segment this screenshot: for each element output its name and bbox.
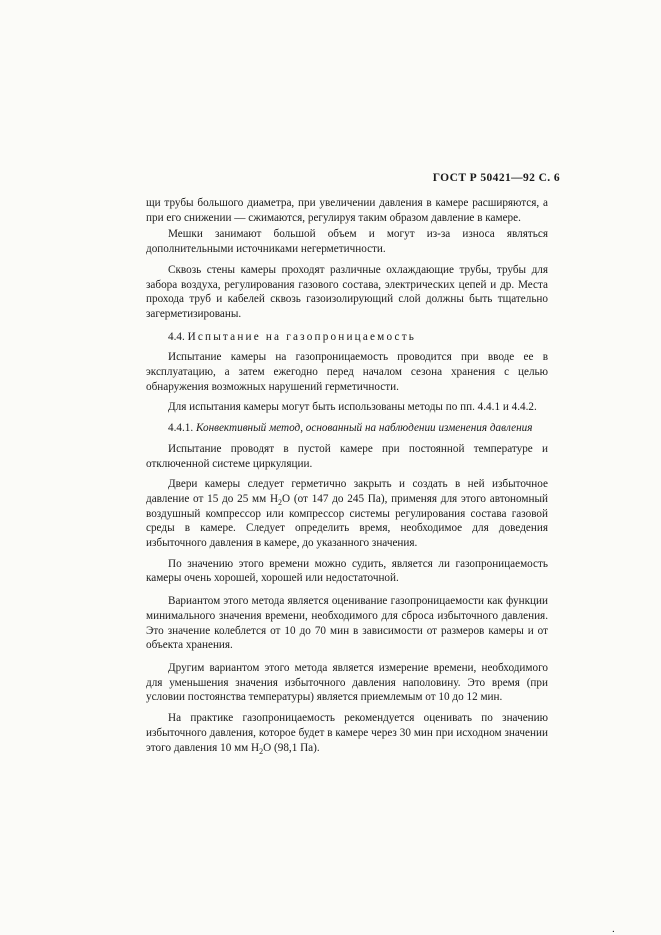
paragraph-variant-2: Другим вариантом этого метода является измерение времени, необходимого для уменьшения значения избыточного давления наполовину. Это время (при условии постоянства температуры) является приемлемым от 10 до 12 мин. — [146, 661, 548, 704]
paragraph-methods: Для испытания камеры могут быть использованы методы по пп. 4.4.1 и 4.4.2. — [168, 401, 537, 414]
paragraph-continuation: щи трубы большого диаметра, при увеличении давления в камере расширяются, а при его снижении — сжимаются, регулируя таким образом давление в камере. — [146, 197, 548, 224]
subscript: 2 — [278, 498, 283, 508]
paragraph-empty-chamber: Испытание проводят в пустой камере при постоянной температуре и отключенной системе циркуляции. — [146, 442, 548, 470]
page-header: ГОСТ Р 50421—92 С. 6 — [432, 172, 560, 184]
paragraph-pipes: Сквозь стены камеры проходят различные охлаждающие трубы, трубы для забора воздуха, регулирования газового состава, электрических цепей и др. Места прохода труб и кабелей сквозь газоизолирующий слой должны быть тщательно загерметизированы. — [146, 263, 548, 320]
section-heading-4-4-1 — [146, 421, 548, 436]
section-number: 4.4.1. — [168, 422, 194, 435]
section-title: Испытание на газопроницаемость — [187, 330, 417, 343]
text-run: На практике газопроницаемость рекомендуется оценивать по значению избыточного давления, которое будет в камере через 30 мин при исходном значении этого давления 10 мм H — [146, 712, 548, 754]
section-number: 4.4. — [168, 330, 185, 343]
paragraph-time-judgement: По значению этого времени можно судить, является ли газопроницаемость камеры очень хорошей, хорошей или недостаточной. — [146, 557, 548, 585]
paragraph-doors — [146, 477, 548, 551]
text-run: Двери камеры следует герметично закрыть и создать в ней избыточное давление от 15 до 25 мм H — [146, 478, 548, 505]
paragraph-practice — [146, 711, 548, 755]
text-run: O (98,1 Па). — [263, 741, 320, 754]
subscript: 2 — [259, 746, 264, 756]
paragraph-bags: Мешки занимают большой объем и могут из-за износа являться дополнительными источниками негерметичности. — [146, 228, 548, 256]
section-heading-4-4 — [146, 330, 548, 345]
text-run: O (от 147 до 245 Па), применяя для этого автономный воздушный компрессор или компрессор системы регулирования состава газовой среды в камере. Следует определить время, необходимое для доведения избыточного давления в камере, до указанного значения. — [146, 492, 548, 550]
footer-mark: . — [612, 923, 615, 935]
document-body — [146, 196, 548, 757]
section-title: Конвективный метод, основанный на наблюдении изменения давления — [195, 422, 533, 435]
paragraph-variant-1: Вариантом этого метода является оценивание газопроницаемости как функции минимального значения времени, необходимого для сброса избыточного давления. Это значение колеблется от 10 до 70 мин в зависимости от размеров камеры и от объекта хранения. — [146, 595, 548, 652]
paragraph-testing: Испытание камеры на газопроницаемость проводится при вводе ее в эксплуатацию, а затем ежегодно перед началом сезона хранения с целью обнаружения возможных нарушений герметичности. — [146, 351, 548, 393]
